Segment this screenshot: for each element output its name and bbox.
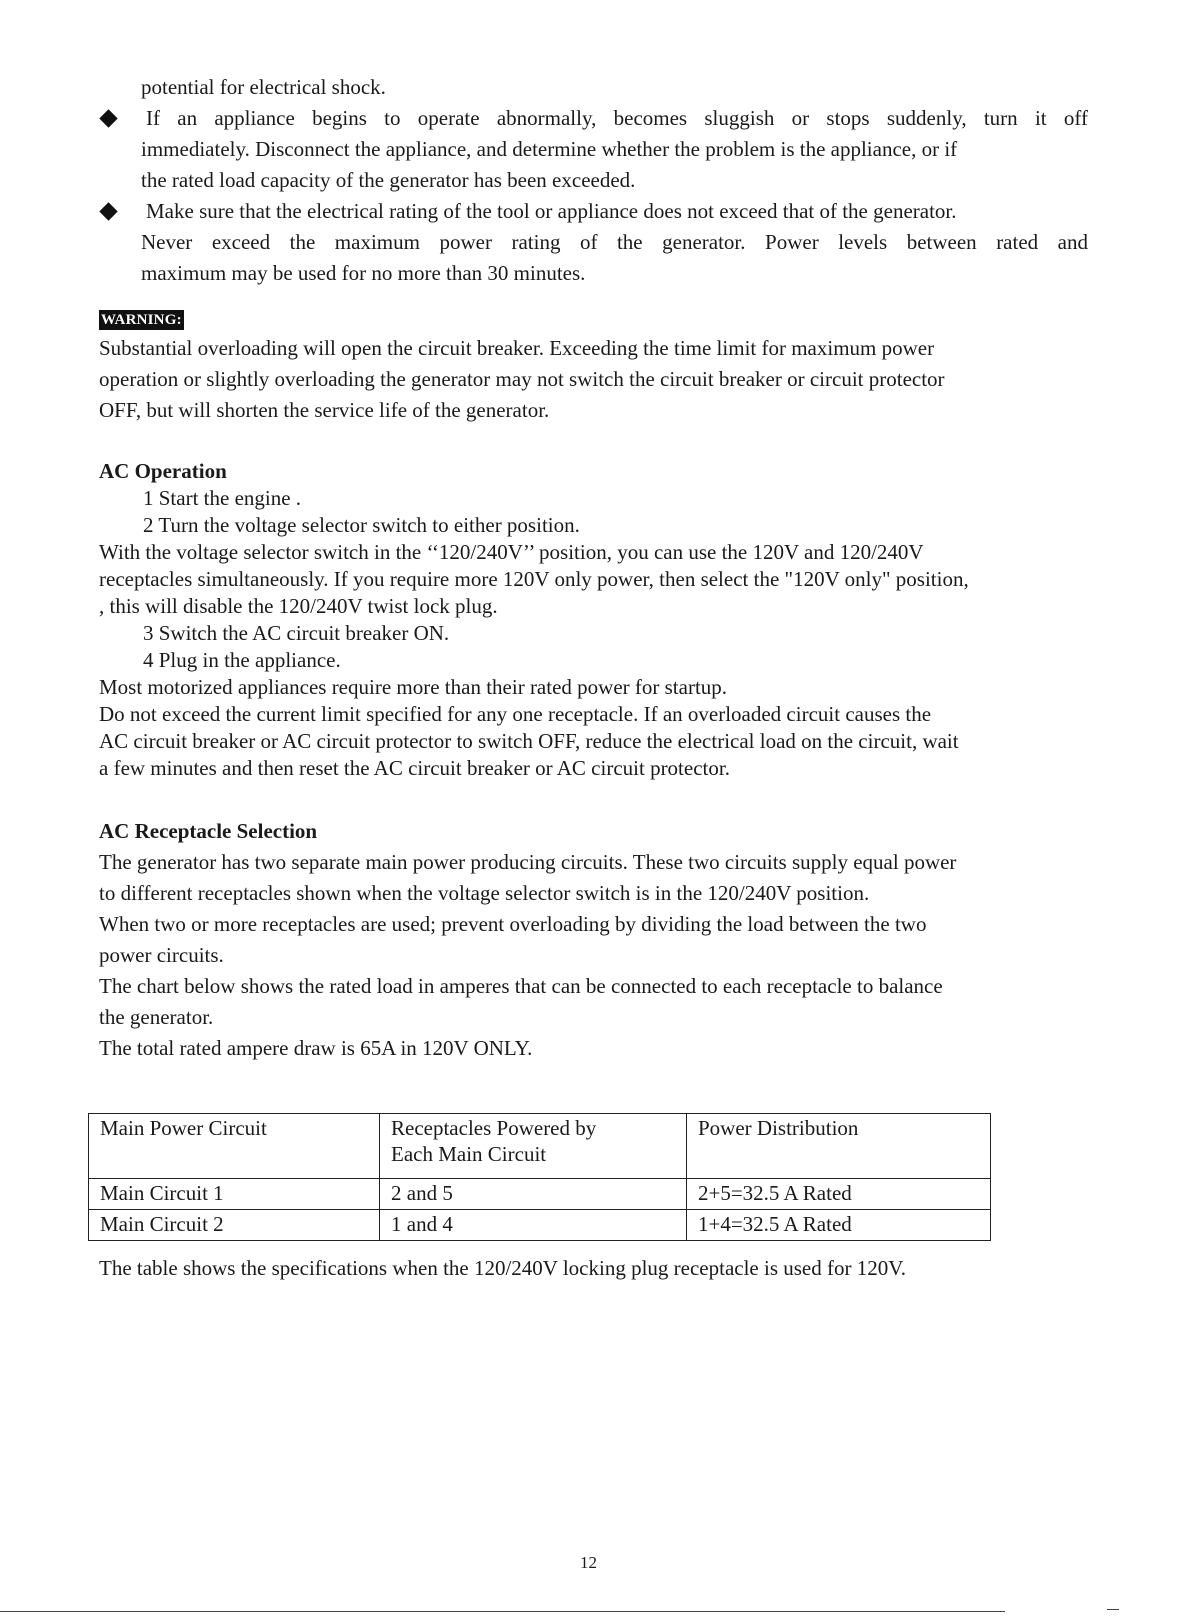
ac-operation-heading: AC Operation [99,459,227,483]
ac-operation-note2: receptacles simultaneously. If you require more 120V only power, then select the "120V only" position, [99,567,969,591]
table-header-row [89,1114,991,1179]
table-header-cell: Main Power Circuit [89,1114,380,1179]
receptacle-line2: to different receptacles shown when the voltage selector switch is in the 120/240V position. [99,881,870,905]
footer-divider [0,1611,1005,1612]
table-cell: 2 and 5 [380,1179,687,1210]
ac-operation-after1: Most motorized appliances require more than their rated power for startup. [99,675,728,699]
ac-operation-after3: AC circuit breaker or AC circuit protector to switch OFF, reduce the electrical load on the circuit, wait [99,729,959,753]
ac-operation-step4: 4 Plug in the appliance. [143,648,341,672]
receptacle-selection-heading: AC Receptacle Selection [99,819,318,843]
warning-line1: Substantial overloading will open the circuit breaker. Exceeding the time limit for maximum power [99,336,935,360]
receptacle-line6: the generator. [99,1005,214,1029]
bullet2-line1: Make sure that the electrical rating of the tool or appliance does not exceed that of the generator. [146,199,957,223]
page-number: 12 [580,1553,597,1572]
ac-operation-step3: 3 Switch the AC circuit breaker ON. [143,621,450,645]
receptacle-line5: The chart below shows the rated load in amperes that can be connected to each receptacle to balance [99,974,943,998]
receptacle-line3: When two or more receptacles are used; prevent overloading by dividing the load between the two [99,912,927,936]
bullet1-line2: immediately. Disconnect the appliance, and determine whether the problem is the appliance, or if [141,137,958,161]
table-header-text: Receptacles Powered by Each Main Circuit [391,1116,597,1166]
table-cell: 1 and 4 [380,1210,687,1241]
power-distribution-table [88,1113,991,1241]
bullet2-line2: Never exceed the maximum power rating of the generator. Power levels between rated and [141,230,1088,254]
footer-mark [1107,1609,1119,1610]
bullet1-line1: If an appliance begins to operate abnormally, becomes sluggish or stops suddenly, turn it off [146,106,1088,130]
ac-operation-step1: 1 Start the engine . [143,486,302,510]
bullet2-line3: maximum may be used for no more than 30 minutes. [141,261,586,285]
table-row [89,1210,991,1241]
bullet1-line3: the rated load capacity of the generator has been exceeded. [141,168,636,192]
receptacle-line4: power circuits. [99,943,224,967]
table-cell: 1+4=32.5 A Rated [687,1210,991,1241]
ac-operation-after2: Do not exceed the current limit specified for any one receptacle. If an overloaded circuit causes the [99,702,932,726]
receptacle-line7: The total rated ampere draw is 65A in 120V ONLY. [99,1036,533,1060]
table-cell: Main Circuit 2 [89,1210,380,1241]
table-caption: The table shows the specifications when the 120/240V locking plug receptacle is used for 120V. [99,1256,906,1280]
warning-line3: OFF, but will shorten the service life of the generator. [99,398,550,422]
receptacle-line1: The generator has two separate main power producing circuits. These two circuits supply equal power [99,850,957,874]
ac-operation-after4: a few minutes and then reset the AC circuit breaker or AC circuit protector. [99,756,730,780]
intro-continuation: potential for electrical shock. [141,75,386,99]
diamond-bullet-icon [99,109,117,127]
ac-operation-note3: , this will disable the 120/240V twist lock plug. [99,594,498,618]
table-cell: Main Circuit 1 [89,1179,380,1210]
ac-operation-note1: With the voltage selector switch in the ‘‘120/240V’’ position, you can use the 120V and 120/240V [99,540,924,564]
table-row [89,1179,991,1210]
table-cell: 2+5=32.5 A Rated [687,1179,991,1210]
warning-badge: WARNING: [101,312,182,328]
warning-line2: operation or slightly overloading the generator may not switch the circuit breaker or circuit protector [99,367,945,391]
ac-operation-step2: 2 Turn the voltage selector switch to either position. [143,513,580,537]
diamond-bullet-icon [99,202,117,220]
table-header-cell [380,1114,687,1179]
table-header-cell: Power Distribution [687,1114,991,1179]
